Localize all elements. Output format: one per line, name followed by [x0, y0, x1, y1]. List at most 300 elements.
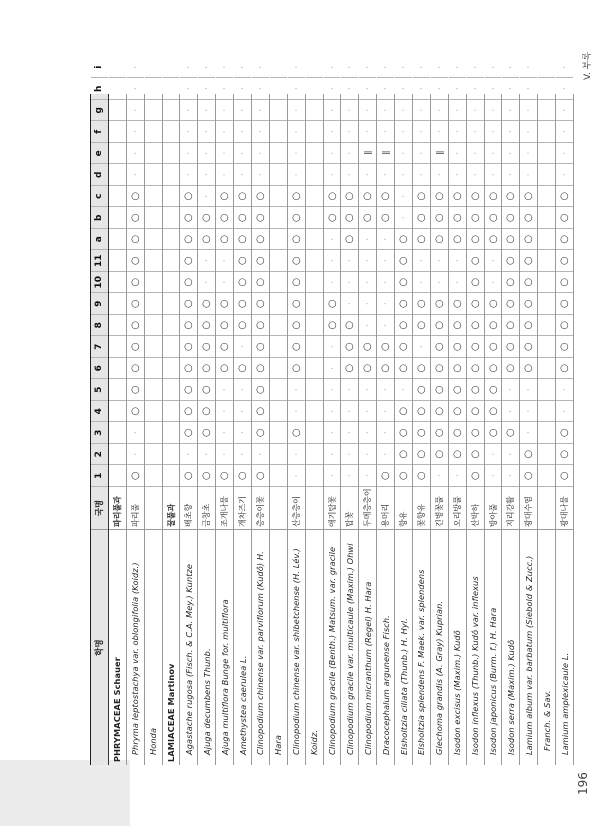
mark-cell: · [520, 143, 537, 165]
mark-cell: · [324, 466, 341, 488]
mark-cell: ○ [252, 358, 269, 380]
mark-cell [163, 358, 180, 380]
table-row [413, 65, 431, 765]
mark-cell: ○ [431, 444, 448, 466]
mark-cell: · [502, 122, 519, 144]
mark-cell: · [413, 79, 430, 101]
mark-cell [163, 423, 180, 445]
mark-cell: ○ [431, 358, 448, 380]
mark-cell: · [341, 294, 358, 316]
mark-cell: · [341, 57, 358, 79]
mark-cell: ○ [520, 208, 537, 230]
korean-name: 배초향 [180, 487, 197, 530]
mark-cell: · [127, 143, 144, 165]
mark-cell: · [252, 57, 269, 79]
mark-cell: · [431, 100, 448, 122]
mark-cell [270, 251, 287, 273]
mark-cell [538, 57, 555, 79]
mark-cell: ○ [467, 337, 484, 359]
mark-cell: · [127, 165, 144, 187]
mark-cell [163, 380, 180, 402]
mark-cell: ○ [520, 315, 537, 337]
mark-cell [306, 315, 323, 337]
mark-cell [145, 358, 162, 380]
mark-cell [538, 315, 555, 337]
mark-cell: ○ [502, 208, 519, 230]
korean-name: 두메층층이 [359, 487, 376, 530]
mark-cell: ○ [431, 208, 448, 230]
mark-cell [538, 251, 555, 273]
mark-cell [109, 79, 126, 101]
mark-cell: · [198, 79, 215, 101]
mark-cell: ○ [216, 358, 233, 380]
mark-cell: · [377, 165, 394, 187]
table-row [556, 65, 574, 765]
mark-cell [145, 186, 162, 208]
mark-cell: · [502, 380, 519, 402]
mark-cell: ○ [127, 380, 144, 402]
korean-name: 층층이꽃 [252, 487, 269, 530]
mark-cell: ○ [288, 337, 305, 359]
mark-cell: · [359, 444, 376, 466]
mark-cell: · [359, 272, 376, 294]
mark-cell: · [485, 57, 502, 79]
mark-cell: ○ [324, 315, 341, 337]
mark-cell: ○ [216, 466, 233, 488]
korean-name: 꽃향유 [413, 487, 430, 530]
mark-cell: ○ [467, 380, 484, 402]
mark-cell: ○ [467, 444, 484, 466]
mark-cell: · [413, 165, 430, 187]
mark-cell [163, 165, 180, 187]
mark-cell [306, 79, 323, 101]
mark-cell: · [502, 165, 519, 187]
mark-cell: · [449, 165, 466, 187]
mark-cell [163, 337, 180, 359]
mark-cell: · [341, 143, 358, 165]
mark-cell: · [341, 401, 358, 423]
mark-cell: ○ [127, 208, 144, 230]
mark-cell: · [127, 444, 144, 466]
mark-cell: ○ [324, 208, 341, 230]
mark-cell: · [377, 315, 394, 337]
family-row [163, 94, 181, 765]
mark-cell [270, 337, 287, 359]
mark-cell: · [520, 380, 537, 402]
mark-cell: · [413, 100, 430, 122]
table-row [252, 65, 270, 765]
mark-cell [109, 337, 126, 359]
mark-cell [109, 165, 126, 187]
mark-cell: · [502, 100, 519, 122]
mark-cell: · [324, 251, 341, 273]
mark-cell: ○ [377, 186, 394, 208]
mark-cell [145, 272, 162, 294]
mark-cell [538, 401, 555, 423]
mark-cell: ○ [520, 358, 537, 380]
mark-cell: ○ [449, 315, 466, 337]
mark-cell [538, 358, 555, 380]
mark-cell [145, 466, 162, 488]
mark-cell: · [395, 165, 412, 187]
mark-cell: ○ [252, 423, 269, 445]
mark-cell [145, 251, 162, 273]
mark-cell [538, 165, 555, 187]
mark-cell: ○ [180, 208, 197, 230]
scientific-name: Clinopodium gracile var. multicaule (Maxim.) Ohwi [344, 543, 355, 755]
korean-name: 애기탑꽃 [324, 487, 341, 530]
mark-cell [538, 294, 555, 316]
mark-cell: · [520, 423, 537, 445]
mark-cell: · [341, 466, 358, 488]
mark-cell: · [234, 79, 251, 101]
mark-cell [538, 337, 555, 359]
mark-cell: · [288, 444, 305, 466]
mark-cell [145, 208, 162, 230]
mark-cell: ○ [413, 423, 430, 445]
mark-cell: · [556, 143, 573, 165]
mark-cell: ○ [485, 423, 502, 445]
mark-cell: ○ [449, 294, 466, 316]
mark-cell: ○ [180, 358, 197, 380]
mark-cell: ○ [216, 337, 233, 359]
mark-cell: ○ [449, 229, 466, 251]
mark-cell: · [413, 57, 430, 79]
mark-cell: ○ [180, 315, 197, 337]
mark-cell: ○ [556, 444, 573, 466]
page-number: 196 [576, 772, 590, 795]
mark-cell: · [252, 165, 269, 187]
mark-cell: · [377, 229, 394, 251]
mark-cell: ○ [198, 208, 215, 230]
mark-cell: ○ [467, 315, 484, 337]
table-row [216, 65, 234, 765]
mark-cell [538, 380, 555, 402]
mark-cell: · [485, 272, 502, 294]
header-korean-name: 국명 [91, 487, 108, 530]
korean-name: 긴병꽃풀 [431, 487, 448, 530]
mark-cell: · [341, 272, 358, 294]
family-row [109, 94, 127, 765]
korean-name: 파리풀과 [109, 487, 126, 530]
mark-cell: · [520, 79, 537, 101]
mark-cell: ○ [198, 229, 215, 251]
table-row [127, 65, 145, 765]
scientific-name: Franch. & Sav. [541, 690, 552, 751]
mark-cell [163, 100, 180, 122]
mark-cell: ○ [556, 315, 573, 337]
scientific-name: Ajuga multiflora Bunge for. multiflora [219, 599, 230, 755]
mark-cell: ○ [431, 423, 448, 445]
mark-cell: ○ [467, 423, 484, 445]
mark-cell: · [431, 122, 448, 144]
mark-cell: · [359, 315, 376, 337]
mark-cell: ○ [431, 401, 448, 423]
mark-cell: ○ [180, 423, 197, 445]
mark-cell: ○ [449, 208, 466, 230]
mark-cell: ○ [467, 358, 484, 380]
mark-cell: ○ [502, 337, 519, 359]
mark-cell: · [216, 380, 233, 402]
korean-name [306, 487, 323, 530]
mark-cell: · [449, 272, 466, 294]
mark-cell: ○ [395, 423, 412, 445]
mark-cell [306, 57, 323, 79]
korean-name [145, 487, 162, 530]
mark-cell: · [216, 251, 233, 273]
mark-cell: ○ [502, 229, 519, 251]
mark-cell: ○ [252, 380, 269, 402]
table-row [377, 65, 395, 765]
header-col-g: g [91, 100, 108, 122]
header-col-f: f [91, 122, 108, 144]
scientific-name: PHRYMACEAE Schauer [112, 657, 123, 762]
mark-cell: · [502, 143, 519, 165]
korean-name: 꿀풀과 [163, 487, 180, 530]
mark-cell: ○ [449, 337, 466, 359]
table-row [485, 65, 503, 765]
mark-cell: · [359, 79, 376, 101]
mark-cell: ○ [252, 466, 269, 488]
scientific-name: Lamium amplexicaule L. [559, 652, 570, 755]
mark-cell: ○ [234, 315, 251, 337]
mark-cell: ○ [413, 358, 430, 380]
mark-cell: · [341, 165, 358, 187]
mark-cell: · [485, 79, 502, 101]
mark-cell [270, 122, 287, 144]
scientific-name: Dracocephalum argunense Fisch. [380, 615, 391, 755]
mark-cell: · [359, 251, 376, 273]
mark-cell: ○ [467, 294, 484, 316]
mark-cell [270, 57, 287, 79]
mark-cell: · [395, 143, 412, 165]
mark-cell: ○ [359, 358, 376, 380]
mark-cell: ○ [502, 272, 519, 294]
mark-cell: ○ [485, 401, 502, 423]
mark-cell: ○ [288, 186, 305, 208]
mark-cell: · [198, 100, 215, 122]
mark-cell: ○ [502, 186, 519, 208]
mark-cell: · [324, 100, 341, 122]
mark-cell [145, 380, 162, 402]
mark-cell [538, 79, 555, 101]
mark-cell: · [234, 444, 251, 466]
mark-cell: ○ [377, 358, 394, 380]
mark-cell [109, 466, 126, 488]
table-row [449, 65, 467, 765]
mark-cell: ○ [431, 294, 448, 316]
mark-cell [109, 143, 126, 165]
mark-cell: ○ [234, 272, 251, 294]
mark-cell: ○ [556, 423, 573, 445]
mark-cell: ○ [520, 272, 537, 294]
mark-cell: ○ [449, 444, 466, 466]
header-col-3: 3 [91, 423, 108, 445]
mark-cell: ○ [395, 294, 412, 316]
mark-cell: · [288, 143, 305, 165]
mark-cell [306, 165, 323, 187]
mark-cell: ○ [216, 315, 233, 337]
mark-cell [163, 272, 180, 294]
mark-cell [270, 423, 287, 445]
mark-cell: ○ [341, 337, 358, 359]
mark-cell: · [180, 100, 197, 122]
mark-cell: ○ [520, 444, 537, 466]
mark-cell: ○ [324, 294, 341, 316]
mark-cell: · [324, 57, 341, 79]
header-col-h: h [91, 79, 108, 101]
mark-cell: · [377, 272, 394, 294]
mark-cell: · [180, 165, 197, 187]
scientific-name: Clinopodium chinense var. shibetchense (H. Lév.) [291, 548, 302, 755]
mark-cell: ○ [395, 401, 412, 423]
mark-cell: · [341, 444, 358, 466]
mark-cell: ○ [485, 208, 502, 230]
mark-cell: ○ [288, 315, 305, 337]
mark-cell: · [341, 79, 358, 101]
mark-cell: · [341, 423, 358, 445]
table-row [180, 65, 198, 765]
mark-cell: · [341, 380, 358, 402]
mark-cell [145, 143, 162, 165]
mark-cell: · [234, 165, 251, 187]
mark-cell: · [449, 143, 466, 165]
mark-cell: ○ [467, 229, 484, 251]
section-band [0, 760, 130, 826]
mark-cell: · [324, 229, 341, 251]
mark-cell [538, 100, 555, 122]
mark-cell: ○ [288, 208, 305, 230]
mark-cell: · [413, 272, 430, 294]
mark-cell: ○ [252, 337, 269, 359]
mark-cell: ○ [127, 315, 144, 337]
korean-name: 금창초 [198, 487, 215, 530]
mark-cell: · [377, 79, 394, 101]
mark-cell: · [395, 57, 412, 79]
mark-cell: ○ [413, 208, 430, 230]
mark-cell: · [234, 401, 251, 423]
mark-cell: · [449, 79, 466, 101]
mark-cell: · [216, 272, 233, 294]
header-col-5: 5 [91, 380, 108, 402]
mark-cell: · [377, 380, 394, 402]
mark-cell [163, 401, 180, 423]
mark-cell: ○ [216, 294, 233, 316]
scientific-name: Honda [148, 727, 159, 755]
header-scientific-name: 학명 [95, 639, 106, 656]
mark-cell [145, 165, 162, 187]
mark-cell: · [216, 401, 233, 423]
korean-name: 조개나물 [216, 487, 233, 530]
mark-cell: ○ [127, 294, 144, 316]
mark-cell: · [502, 401, 519, 423]
mark-cell: ○ [502, 423, 519, 445]
mark-cell: ○ [413, 186, 430, 208]
mark-cell: · [377, 423, 394, 445]
mark-cell: ○ [467, 401, 484, 423]
scientific-name: Glechoma grandis (A. Gray) Kuprian. [434, 600, 445, 755]
mark-cell: · [556, 79, 573, 101]
header-col-8: 8 [91, 315, 108, 337]
mark-cell [306, 358, 323, 380]
scientific-name: Hara [273, 735, 284, 755]
mark-cell: · [377, 444, 394, 466]
table-row [538, 94, 556, 765]
mark-cell: · [216, 100, 233, 122]
mark-cell [538, 272, 555, 294]
mark-cell: · [198, 186, 215, 208]
mark-cell: ○ [449, 401, 466, 423]
mark-cell: · [180, 57, 197, 79]
mark-cell: ○ [180, 186, 197, 208]
mark-cell [270, 466, 287, 488]
mark-cell [145, 444, 162, 466]
table-row [395, 65, 413, 765]
mark-cell: · [449, 251, 466, 273]
mark-cell: ○ [198, 380, 215, 402]
header-col-1: 1 [91, 466, 108, 488]
mark-cell [163, 466, 180, 488]
scientific-name: LAMIACEAE Martinov [166, 663, 176, 762]
mark-cell: · [359, 229, 376, 251]
mark-cell: · [377, 401, 394, 423]
mark-cell: ○ [431, 337, 448, 359]
mark-cell: ○ [198, 358, 215, 380]
header-col-a: a [91, 229, 108, 251]
mark-cell: · [485, 122, 502, 144]
mark-cell: ○ [467, 466, 484, 488]
mark-cell: · [377, 294, 394, 316]
mark-cell [538, 229, 555, 251]
header-col-10: 10 [91, 272, 108, 294]
mark-cell: ○ [180, 401, 197, 423]
mark-cell: ○ [413, 444, 430, 466]
mark-cell: ○ [395, 466, 412, 488]
mark-cell: · [395, 186, 412, 208]
korean-name [538, 487, 555, 530]
mark-cell: ○ [520, 466, 537, 488]
mark-cell [270, 143, 287, 165]
mark-cell: ○ [127, 229, 144, 251]
mark-cell: · [359, 466, 376, 488]
mark-cell: · [485, 143, 502, 165]
scientific-name: Clinopodium gracile (Benth.) Matsum. var. gracile [327, 546, 338, 755]
mark-cell: · [485, 444, 502, 466]
mark-cell [270, 229, 287, 251]
mark-cell: · [198, 251, 215, 273]
mark-cell: · [252, 444, 269, 466]
mark-cell [163, 208, 180, 230]
mark-cell: · [449, 57, 466, 79]
mark-cell: ○ [341, 229, 358, 251]
mark-cell: · [288, 165, 305, 187]
mark-cell [109, 100, 126, 122]
mark-cell: ○ [395, 337, 412, 359]
mark-cell: · [395, 380, 412, 402]
mark-cell: ○ [377, 337, 394, 359]
mark-cell: · [502, 79, 519, 101]
mark-cell: ○ [252, 272, 269, 294]
mark-cell: · [127, 79, 144, 101]
scientific-name: Elsholtzia ciliata (Thunb.) H. Hyl. [398, 618, 409, 755]
mark-cell [538, 208, 555, 230]
mark-cell [109, 251, 126, 273]
mark-cell: · [502, 57, 519, 79]
mark-cell: ○ [180, 337, 197, 359]
mark-cell [538, 444, 555, 466]
mark-cell: ○ [198, 466, 215, 488]
mark-cell: · [431, 79, 448, 101]
